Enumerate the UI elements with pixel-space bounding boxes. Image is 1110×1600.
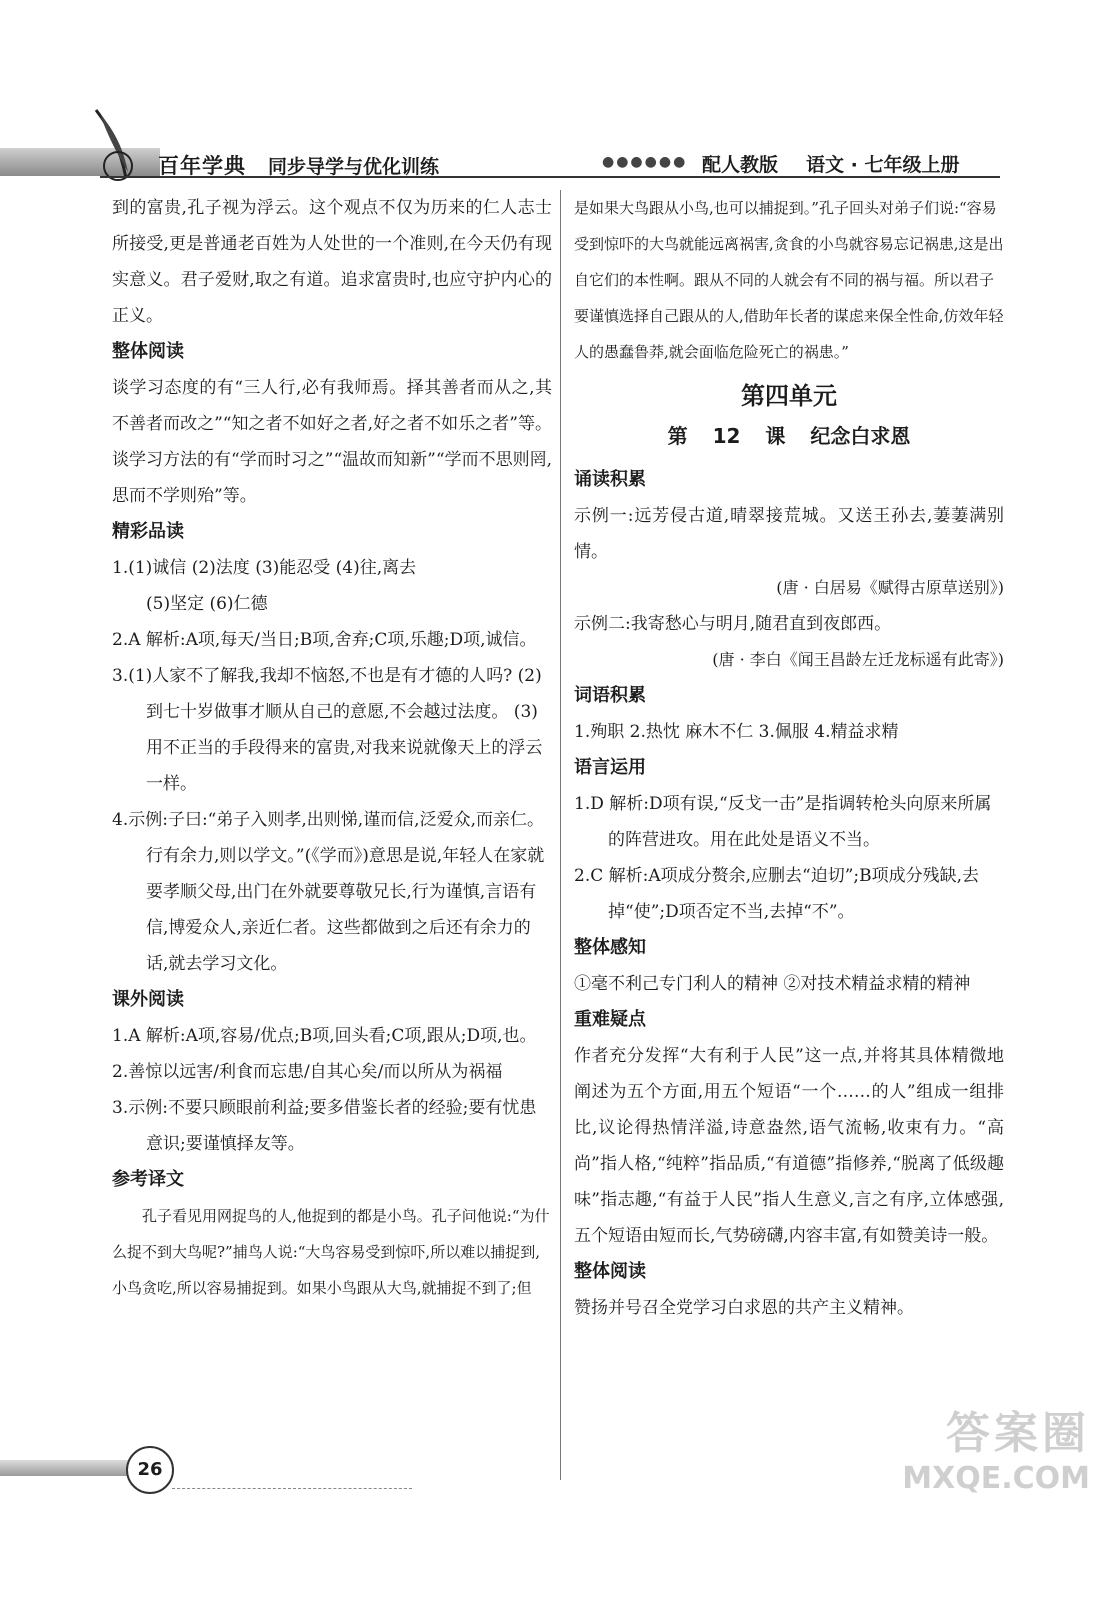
book-title: 百年学典 (158, 154, 246, 178)
key-points-text: 作者充分发挥“大有利于人民”这一点,并将其具体精微地阐述为五个方面,用五个短语“一个……的人”组成一组排比,议论得热情洋溢,诗意盎然,语气流畅,收束有力。“高尚”指人格,“纯粹”指品质,“有道德”指修养,“脱离了低级趣味”指志趣,“有益于人民”指人生意义,言之有序,立体感强,五个短语由短而长,气势磅礴,内容丰富,有如赞美诗一般。 (574, 1046, 1004, 1246)
footer-dashed-line (172, 1488, 412, 1489)
unit-title: 第四单元 (741, 382, 837, 410)
quill-icon (90, 108, 140, 184)
section-heading: 重难疑点 (574, 1009, 646, 1030)
answer-item: 1.D 解析:D项有误,“反戈一击”是指调转枪头向原来所属的阵营进攻。用在此处是语义不当。 (574, 794, 992, 850)
section-heading: 整体阅读 (574, 1261, 646, 1282)
perception-text: ①毫不利己专门利人的精神 ②对技术精益求精的精神 (574, 974, 971, 994)
section-heading: 精彩品读 (112, 521, 184, 542)
answer-item: 4.示例:子曰:“弟子入则孝,出则悌,谨而信,泛爱众,而亲仁。行有余力,则以学文。”(《学而》)意思是说,年轻人在家就要孝顺父母,出门在外就要尊敬兄长,行为谨慎,言语有信,博爱众人,亲近仁者。这些都做到之后还有余力的话,就去学习文化。 (112, 810, 545, 974)
answer-item: 2.C 解析:A项成分赘余,应删去“迫切”;B项成分残缺,去掉“使”;D项否定不当,去掉“不”。 (574, 866, 980, 922)
watermark-text: 答案圈 (946, 1408, 1090, 1459)
answer-item: 2.A 解析:A项,每天/当日;B项,舍弃;C项,乐趣;D项,诚信。 (112, 630, 537, 650)
answer-item: 3.(1)人家不了解我,我却不恼怒,不也是有才德的人吗? (2)到七十岁做事才顺从自己的意愿,不会越过法度。 (3)用不正当的手段得来的富贵,对我来说就像天上的浮云一样。 (112, 666, 543, 794)
answer-item-cont: (5)坚定 (6)仁德 (146, 594, 268, 614)
answer-item: 1.A 解析:A项,容易/优点;B项,回头看;C项,跟从;D项,也。 (112, 1026, 537, 1046)
book-subtitle: 同步导学与优化训练 (268, 156, 440, 178)
section-heading: 参考译文 (112, 1169, 184, 1190)
page-header (0, 108, 1110, 184)
example-source: (唐 · 白居易《赋得古原草送别》) (776, 578, 1004, 597)
edition-label: 配人教版 (702, 154, 779, 176)
section-heading: 课外阅读 (112, 989, 184, 1010)
answer-item: 3.示例:不要只顾眼前利益;要多借鉴长者的经验;要有忧患意识;要谨慎择友等。 (112, 1098, 537, 1154)
lesson-title: 第 12 课 纪念白求恩 (667, 424, 911, 448)
section-heading: 整体感知 (574, 937, 646, 958)
section-heading: 诵读积累 (574, 469, 646, 490)
vocab-text: 1.殉职 2.热忱 麻木不仁 3.佩服 4.精益求精 (574, 722, 899, 742)
column-divider (560, 190, 561, 1480)
watermark (902, 1397, 1090, 1496)
translation-continued: 是如果大鸟跟从小鸟,也可以捕捉到。”孔子回头对弟子们说:“容易受到惊吓的大鸟就能远离祸害,贪食的小鸟就容易忘记祸患,这是出自它们的本性啊。跟从不同的人就会有不同的祸与福。所以君子要谨慎选择自己跟从的人,借助年长者的谋虑来保全性命,仿效年轻人的愚蠢鲁莽,就会面临危险死亡的祸患。” (574, 199, 1004, 361)
page-footer (0, 1408, 1110, 1510)
example-source: (唐 · 李白《闻王昌龄左迁龙标遥有此寄》) (712, 650, 1004, 669)
watermark-url: MXQE.COM (902, 1461, 1090, 1496)
answer-item: 2.善惊以远害/利食而忘患/自其心矣/而以所从为祸福 (112, 1062, 503, 1082)
section-heading: 语言运用 (574, 757, 646, 778)
page-number: 26 (126, 1446, 174, 1494)
translation-text: 孔子看见用网捉鸟的人,他捉到的都是小鸟。孔子问他说:“为什么捉不到大鸟呢?”捕鸟人说:“大鸟容易受到惊吓,所以难以捕捉到,小鸟贪吃,所以容易捕捉到。如果小鸟跟从大鸟,就捕捉不到了;但 (112, 1207, 550, 1297)
footer-band (0, 1460, 130, 1476)
example-text: 示例二:我寄愁心与明月,随君直到夜郎西。 (574, 614, 892, 634)
example-text: 示例一:远芳侵古道,晴翠接荒城。又送王孙去,萋萋满别情。 (574, 506, 1004, 562)
intro-paragraph: 到的富贵,孔子视为浮云。这个观点不仅为历来的仁人志士所接受,更是普通老百姓为人处世的一个准则,在今天仍有现实意义。君子爱财,取之有道。追求富贵时,也应守护内心的正义。 (112, 198, 552, 326)
answer-item: 1.(1)诚信 (2)法度 (3)能忍受 (4)往,离去 (112, 558, 417, 578)
overall-reading-text: 谈学习态度的有“三人行,必有我师焉。择其善者而从之,其不善者而改之”“知之者不如好之者,好之者不如乐之者”等。谈学习方法的有“学而时习之”“温故而知新”“学而不思则罔,思而不学则殆”等。 (112, 378, 552, 506)
right-column (574, 190, 1004, 1326)
section-heading: 词语积累 (574, 685, 646, 706)
left-column (112, 190, 552, 1306)
subject-label: 语文 · 七年级上册 (806, 154, 960, 176)
header-dots: ●●●●●● (602, 154, 688, 170)
section-heading: 整体阅读 (112, 341, 184, 362)
overall-reading-text: 赞扬并号召全党学习白求恩的共产主义精神。 (574, 1298, 914, 1318)
